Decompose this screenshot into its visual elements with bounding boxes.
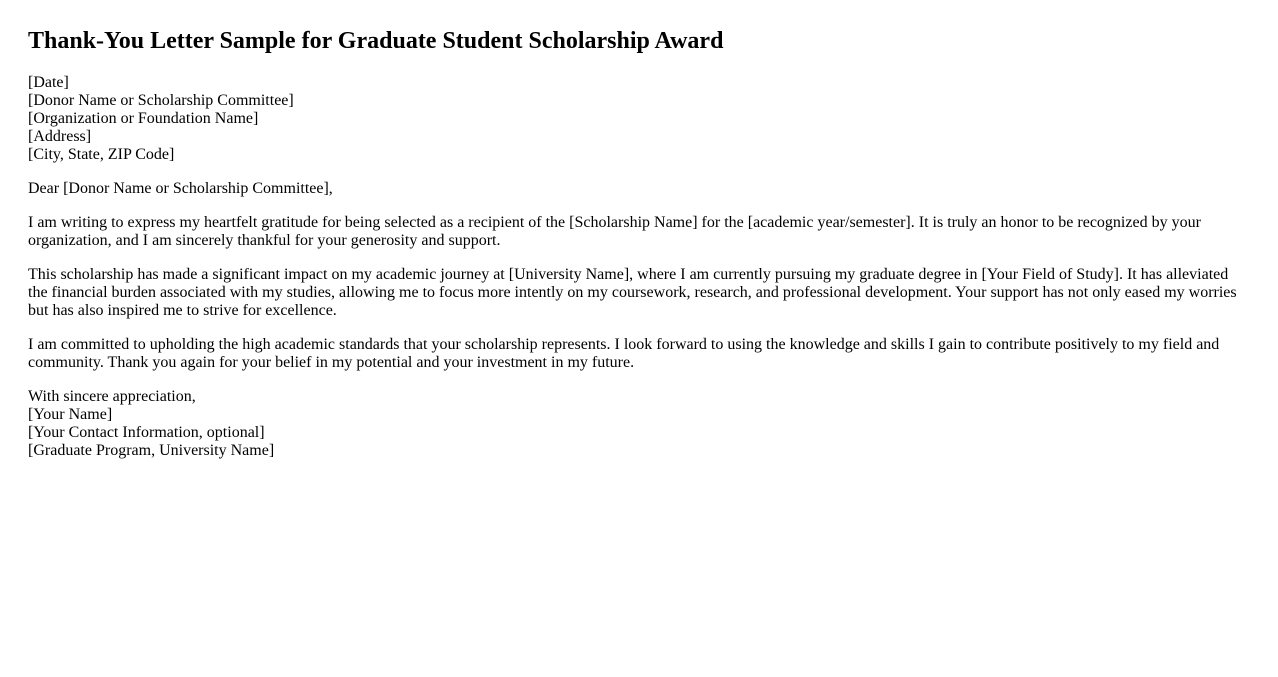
body-paragraph-commitment: I am committed to upholding the high academic standards that your scholarship represents. I look forward to using the knowledge and skills I gain to contribute positively to my field and community. Thank you again for your belief in my potential and your investment in my future. <box>28 336 1220 371</box>
signature-contact: [Your Contact Information, optional] <box>28 424 265 441</box>
body-paragraph-impact: This scholarship has made a significant impact on my academic journey at [University Name], where I am currently pursuing my graduate degree in [Your Field of Study]. It has alleviated the financial burden associated with my studies, allowing me to focus more intently on my coursework, research, and professional development. Your support has not only eased my worries but has also inspired me to strive for excellence. <box>28 266 1237 319</box>
salutation: Dear [Donor Name or Scholarship Committee], <box>28 180 333 197</box>
signature-name: [Your Name] <box>28 406 113 423</box>
date-line: [Date] <box>28 74 69 91</box>
city-state-zip-line: [City, State, ZIP Code] <box>28 146 175 163</box>
closing-phrase: With sincere appreciation, <box>28 388 196 405</box>
closing-block <box>28 388 1250 460</box>
signature-program: [Graduate Program, University Name] <box>28 442 275 459</box>
address-line: [Address] <box>28 128 92 145</box>
organization-line: [Organization or Foundation Name] <box>28 110 259 127</box>
page-title: Thank-You Letter Sample for Graduate Student Scholarship Award <box>28 28 724 54</box>
body-paragraph-gratitude: I am writing to express my heartfelt gratitude for being selected as a recipient of the [Scholarship Name] for the [academic year/semester]. It is truly an honor to be recognized by your organization, and I am sincerely thankful for your generosity and support. <box>28 214 1201 249</box>
recipient-address-block <box>28 74 1250 164</box>
recipient-name-line: [Donor Name or Scholarship Committee] <box>28 92 294 109</box>
letter-page <box>0 27 1278 460</box>
